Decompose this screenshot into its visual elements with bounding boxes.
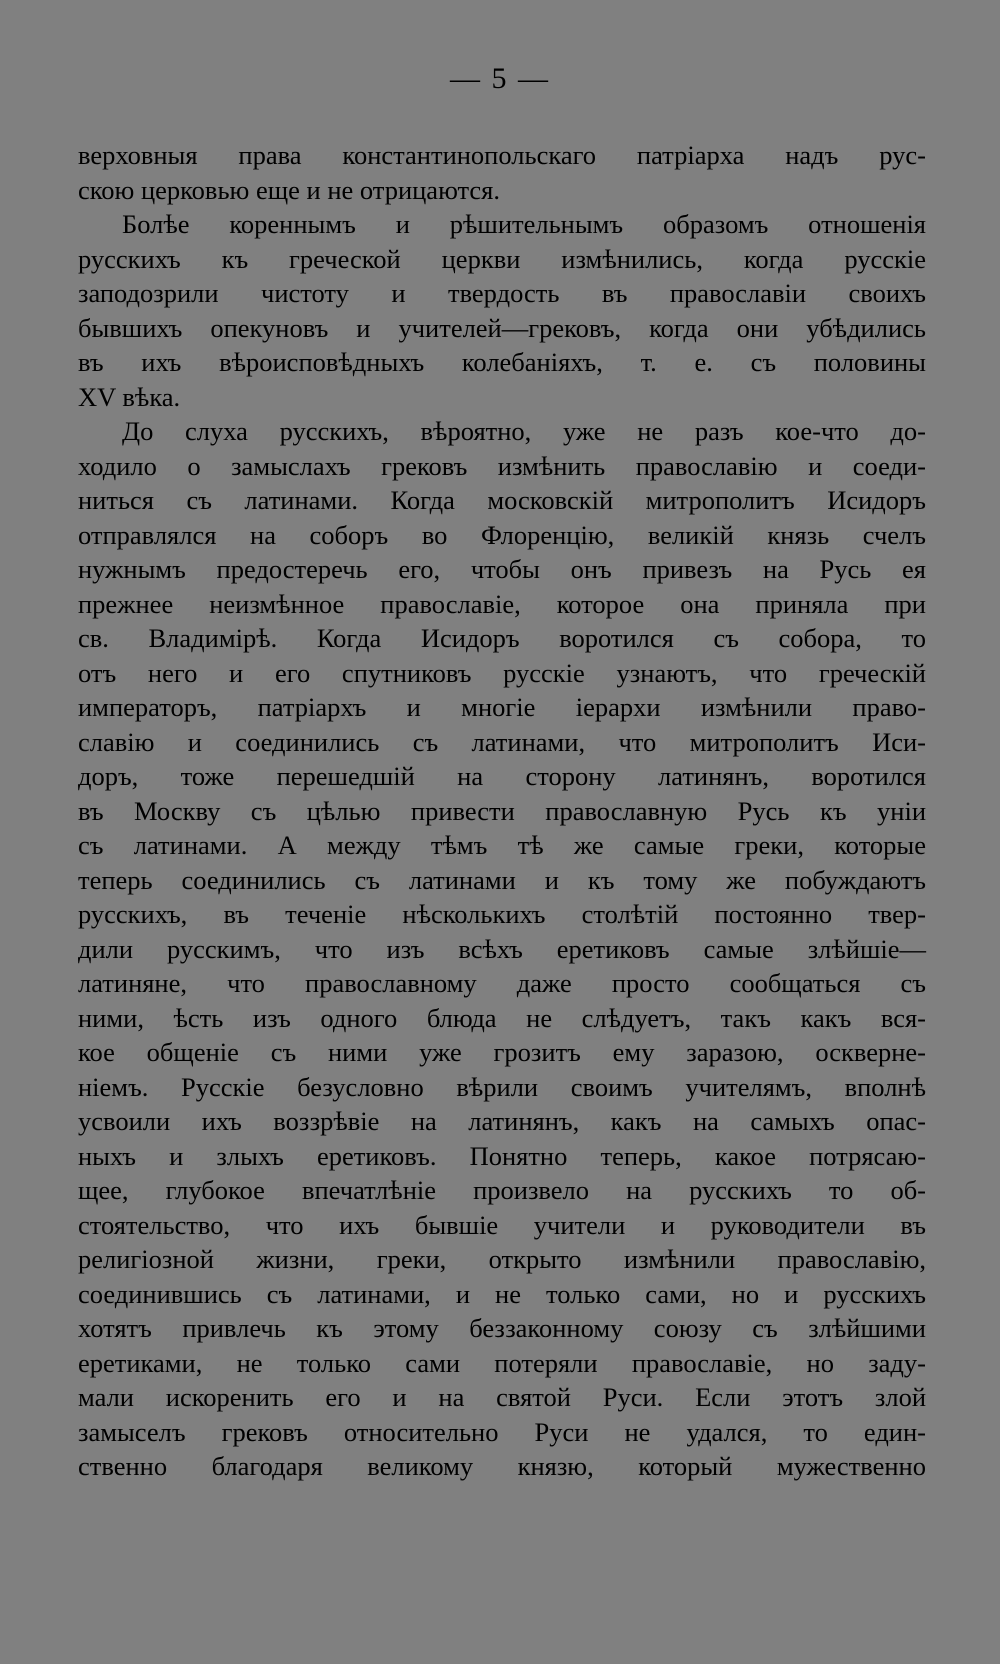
text-line: кое общеніе съ ними уже грозитъ ему заразою, оскверне-: [78, 1037, 926, 1067]
text-line: Болѣе кореннымъ и рѣшительнымъ образомъ отношенія: [122, 209, 926, 239]
text-line: бывшихъ опекуновъ и учителей—грековъ, когда они убѣдились: [78, 312, 926, 343]
text-line: нужнымъ предостеречь его, чтобы онъ привезъ на Русь ея: [78, 554, 926, 584]
text-line: щее, глубокое впечатлѣніе произвело на русскихъ то об-: [78, 1175, 926, 1205]
text-line: ніемъ. Русскіе безусловно вѣрили своимъ учителямъ, вполнѣ: [78, 1071, 926, 1102]
text-line: доръ, тоже перешедшій на сторону латинянъ, воротился: [78, 761, 926, 791]
text-line: усвоили ихъ воззрѣвіе на латинянъ, какъ на самыхъ опас-: [78, 1106, 926, 1136]
page-number: — 5 —: [450, 62, 550, 95]
text-line: прежнее неизмѣнное православіе, которое она приняла при: [78, 588, 926, 619]
text-line: верховныя права константинопольскаго патріарха надъ рус-: [78, 140, 926, 170]
text-line: латиняне, что православному даже просто сообщаться съ: [78, 968, 926, 998]
text-line: ними, ѣсть изъ одного блюда не слѣдуетъ, такъ какъ вся-: [78, 1002, 926, 1033]
text-line: XV вѣка.: [78, 381, 181, 412]
text-line: дили русскимъ, что изъ всѣхъ еретиковъ самые злѣйшіе—: [78, 933, 926, 964]
text-line: теперь соединились съ латинами и къ тому же побуждаютъ: [78, 864, 926, 895]
text-line: ныхъ и злыхъ еретиковъ. Понятно теперь, какое потрясаю-: [78, 1140, 926, 1171]
text-line: съ латинами. А между тѣмъ тѣ же самые греки, которые: [78, 830, 926, 860]
text-line: скою церковью еще и не отрицаются.: [78, 174, 500, 205]
text-line: ниться съ латинами. Когда московскій митрополитъ Исидоръ: [78, 485, 926, 515]
text-line: хотятъ привлечь къ этому беззаконному союзу съ злѣйшими: [78, 1313, 926, 1343]
text-line: русскихъ, въ теченіе нѣсколькихъ столѣтій постоянно твер-: [78, 899, 926, 929]
text-line: До слуха русскихъ, вѣроятно, уже не разъ кое-что до-: [122, 416, 926, 446]
text-line: въ Москву съ цѣлью привести православную Русь къ уніи: [78, 795, 926, 826]
text-line: еретиками, не только сами потеряли православіе, но заду-: [78, 1347, 926, 1378]
text-line: мали искоренить его и на святой Руси. Если этотъ злой: [78, 1382, 926, 1412]
text-line: св. Владимірѣ. Когда Исидоръ воротился съ собора, то: [78, 623, 926, 653]
text-line: императоръ, патріархъ и многіе іерархи измѣнили право-: [78, 692, 926, 722]
text-line: ственно благодаря великому князю, который мужественно: [78, 1451, 926, 1481]
text-line: русскихъ къ греческой церкви измѣнились, когда русскіе: [78, 243, 926, 274]
text-line: отъ него и его спутниковъ русскіе узнаютъ, что греческій: [78, 657, 926, 688]
text-line: религіозной жизни, греки, открыто измѣнили православію,: [78, 1244, 926, 1274]
text-line: ходило о замыслахъ грековъ измѣнить православію и соеди-: [78, 450, 926, 481]
text-line: славію и соединились съ латинами, что митрополитъ Иси-: [78, 726, 926, 757]
text-line: въ ихъ вѣроисповѣдныхъ колебаніяхъ, т. е. съ половины: [78, 347, 926, 377]
body-text: [78, 138, 926, 1484]
text-line: отправлялся на соборъ во Флоренцію, великій князь счелъ: [78, 519, 926, 550]
text-line: соединившись съ латинами, и не только сами, но и русскихъ: [78, 1278, 926, 1309]
text-line: стоятельство, что ихъ бывшіе учители и руководители въ: [78, 1209, 926, 1240]
text-line: замыселъ грековъ относительно Руси не удался, то един-: [78, 1416, 926, 1447]
text-line: заподозрили чистоту и твердость въ православіи своихъ: [78, 278, 926, 308]
